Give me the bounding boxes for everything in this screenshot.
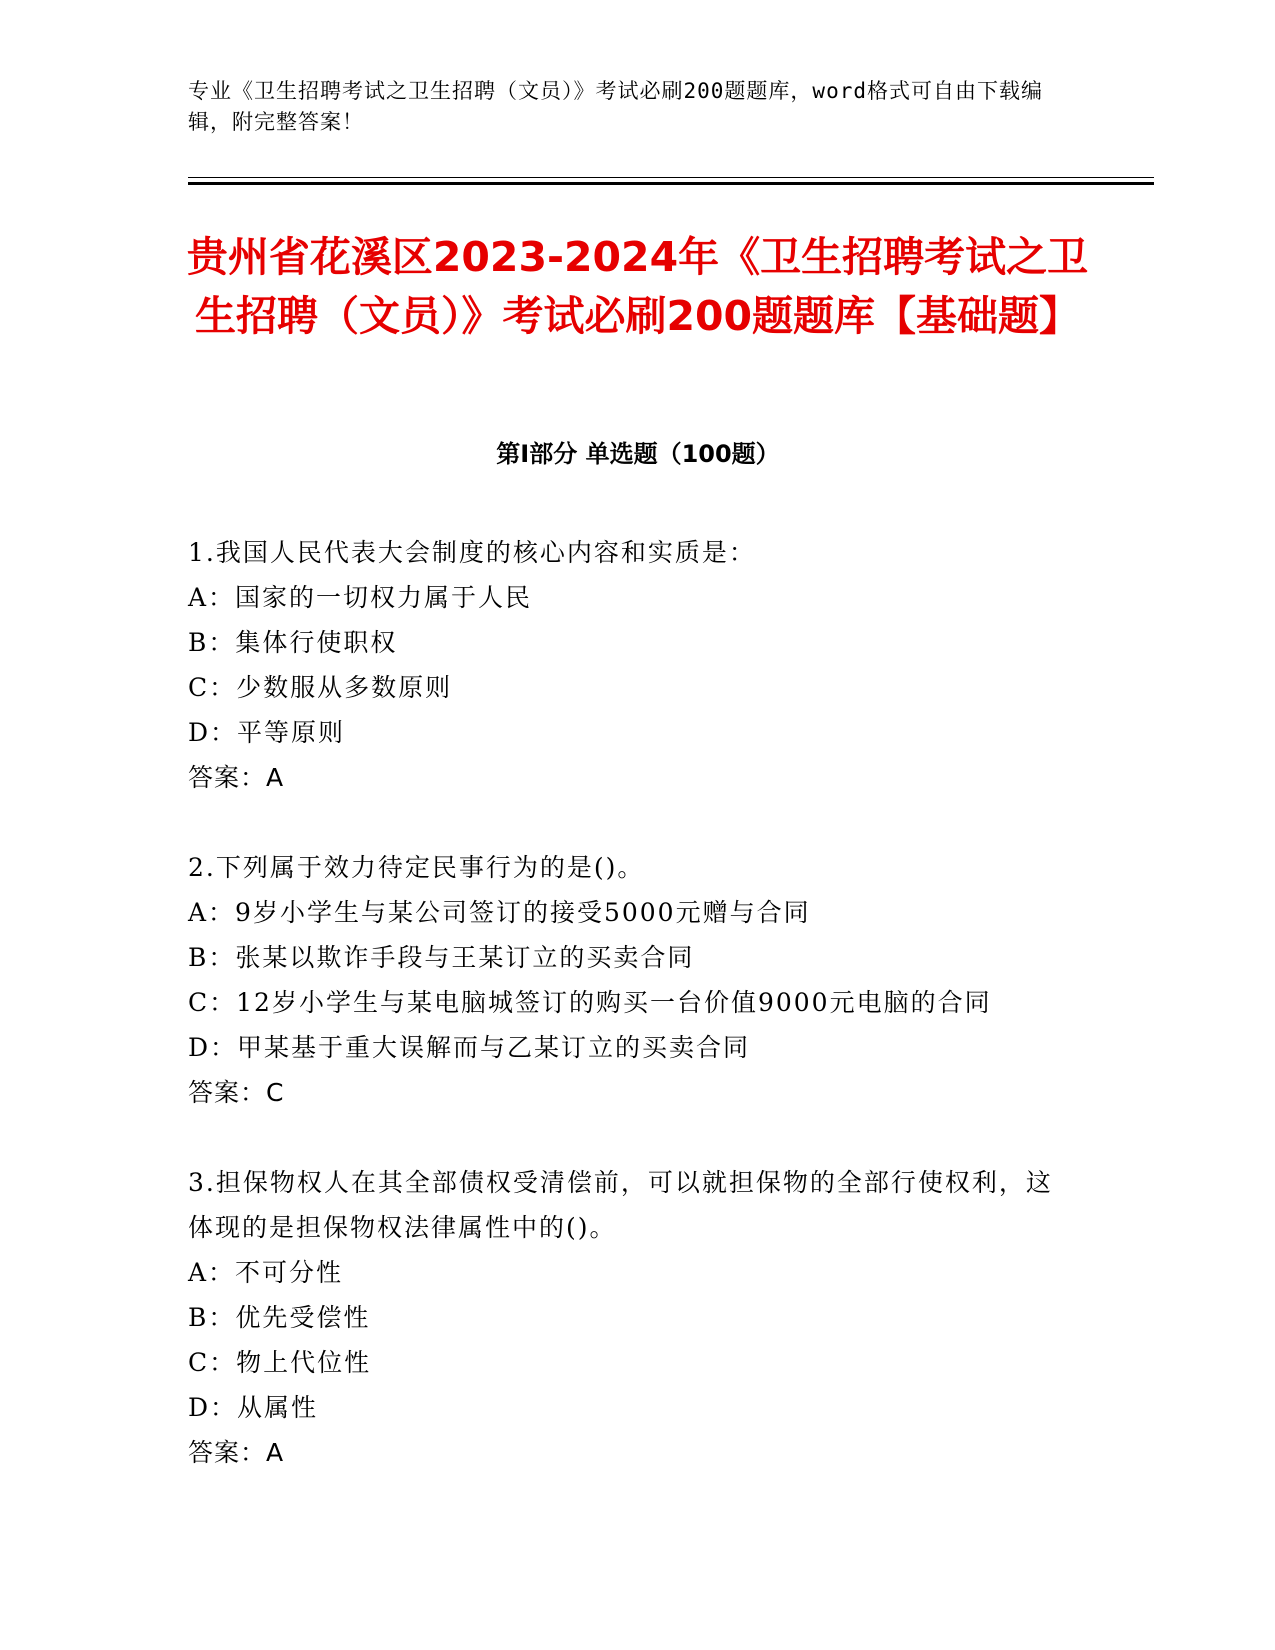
document-title: 贵州省花溪区2023-2024年《卫生招聘考试之卫生招聘（文员）》考试必刷200题题库【基础题】: [186, 233, 1089, 340]
answer-line: 答案：A: [188, 1438, 285, 1467]
option-b: B：集体行使职权: [188, 628, 398, 657]
header-divider-thick: [188, 182, 1154, 185]
section-heading: 第Ⅰ部分 单选题（100题）: [496, 440, 780, 468]
option-c: C：12岁小学生与某电脑城签订的购买一台价值9000元电脑的合同: [188, 988, 992, 1017]
option-a: A：不可分性: [188, 1258, 344, 1287]
question-list: [188, 530, 1088, 1520]
answer-line: 答案：A: [188, 763, 285, 792]
question-stem: 2.下列属于效力待定民事行为的是()。: [188, 853, 645, 882]
option-d: D：从属性: [188, 1393, 319, 1422]
option-b: B：张某以欺诈手段与王某订立的买卖合同: [188, 943, 695, 972]
option-a: A：9岁小学生与某公司签订的接受5000元赠与合同: [188, 898, 811, 927]
option-a: A：国家的一切权力属于人民: [188, 583, 533, 612]
option-d: D：甲某基于重大误解而与乙某订立的买卖合同: [188, 1033, 751, 1062]
question-3: [188, 1160, 1088, 1475]
option-c: C：物上代位性: [188, 1348, 372, 1377]
option-d: D：平等原则: [188, 718, 346, 747]
answer-line: 答案：C: [188, 1078, 285, 1107]
option-b: B：优先受偿性: [188, 1303, 371, 1332]
header-note: 专业《卫生招聘考试之卫生招聘（文员）》考试必刷200题题库，word格式可自由下载编辑，附完整答案！: [188, 79, 1043, 134]
option-c: C：少数服从多数原则: [188, 673, 453, 702]
question-stem: 3.担保物权人在其全部债权受清偿前，可以就担保物的全部行使权利，这体现的是担保物权法律属性中的()。: [188, 1168, 1053, 1242]
question-1: [188, 530, 1088, 800]
header-divider-thin: [188, 177, 1154, 178]
question-2: [188, 845, 1088, 1115]
question-stem: 1.我国人民代表大会制度的核心内容和实质是：: [188, 538, 756, 567]
